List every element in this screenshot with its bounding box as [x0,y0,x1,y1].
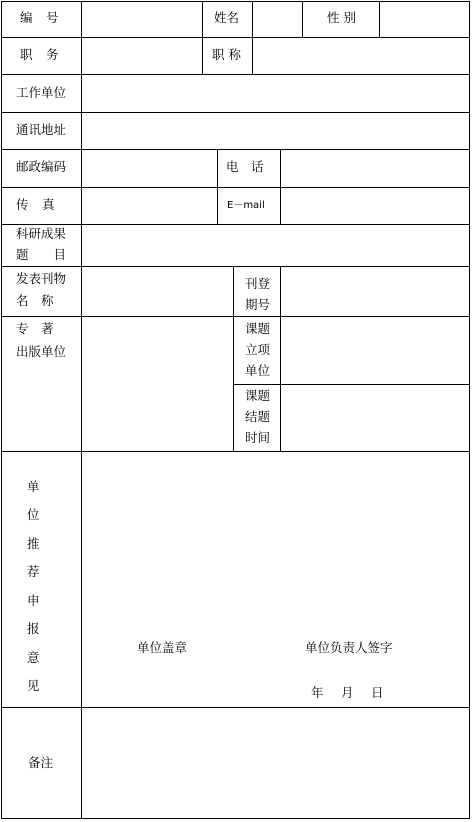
email-label: E－mail [227,200,265,211]
lixiang-label-1: 课题 [245,321,271,336]
beizhu-label: 备注 [28,755,54,770]
zhiwu-field[interactable] [82,38,202,74]
keyan-label-1: 科研成果 [16,226,67,241]
jieti-label-1: 课题 [245,388,271,403]
xingming-label: 姓名 [214,10,240,25]
zhuanzhu-label-1: 专 著 [16,321,54,336]
chuanzhen-label: 传 真 [16,197,56,212]
youzhengbianma-label: 邮政编码 [16,159,67,174]
youzhengbianma-field[interactable] [82,150,217,187]
tongxundizhi-label: 通讯地址 [16,122,67,137]
xingming-field[interactable] [253,2,302,37]
keyan-label-2: 题 目 [16,247,67,262]
tuijian-char: 意 [27,650,40,665]
chuanzhen-field[interactable] [82,188,217,224]
gongzuodanwei-field[interactable] [82,75,469,112]
col-divider [233,266,234,451]
date-month: 月 [341,685,354,700]
kandeng-label-1: 刊登 [245,276,271,291]
fuzeren-qianzi: 单位负责人签字 [305,640,393,655]
tuijian-char: 申 [27,593,40,608]
tuijian-char: 位 [27,507,40,522]
col-divider [202,1,203,74]
zhuanzhu-field[interactable] [82,317,233,451]
email-field[interactable] [281,188,469,224]
beizhu-field[interactable] [82,708,469,818]
col-divider [302,1,303,37]
fabiao-field[interactable] [82,267,233,316]
danwei-gaizhang: 单位盖章 [137,640,188,655]
tuijian-char: 见 [27,678,40,693]
tuijian-field[interactable] [82,452,469,707]
zhicheng-label: 职 称 [212,47,241,62]
kandeng-label-2: 期号 [245,297,271,312]
tuijian-char: 报 [27,621,40,636]
lixiang-label-2: 立项 [245,342,271,357]
jieti-label-3: 时间 [245,430,271,445]
zhiwu-label: 职 务 [20,47,60,62]
dianhua-label: 电 话 [226,159,264,174]
keyan-field[interactable] [82,225,469,266]
jieti-label-2: 结题 [245,409,271,424]
lixiang-label-3: 单位 [245,363,271,378]
tuijian-char: 单 [27,479,40,494]
bianhao-field[interactable] [82,2,202,37]
date-year: 年 [311,685,324,700]
col-divider [217,149,218,224]
xingbie-label: 性 别 [327,10,356,25]
zhicheng-field[interactable] [253,38,469,74]
fabiao-label-2: 名 称 [16,293,54,308]
bianhao-label: 编 号 [20,10,60,25]
zhuanzhu-label-2: 出版单位 [16,344,67,359]
lixiang-field[interactable] [281,317,469,384]
fabiao-label-1: 发表刊物 [16,271,67,286]
tongxundizhi-field[interactable] [82,113,469,149]
gongzuodanwei-label: 工作单位 [16,85,67,100]
kandeng-field[interactable] [281,267,469,316]
tuijian-char: 荐 [27,564,40,579]
dianhua-field[interactable] [281,150,469,187]
date-day: 日 [371,685,384,700]
tuijian-char: 推 [27,536,40,551]
xingbie-field[interactable] [380,2,469,37]
jieti-field[interactable] [281,385,469,451]
